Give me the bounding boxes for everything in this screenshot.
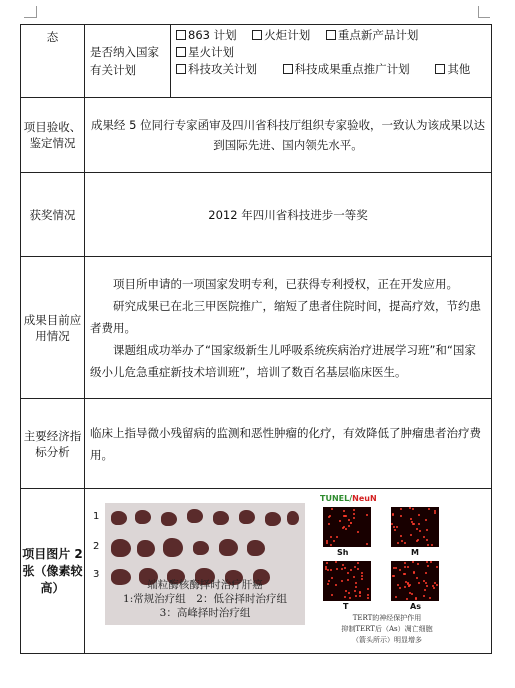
project-info-table [20,24,492,654]
application-label: 成果目前应用情况 [21,257,85,399]
row-economic [21,399,492,489]
award-content: 2012 年四川省科技进步一等奖 [85,173,492,257]
acceptance-content: 成果经 5 位同行专家函审及四川省科技厅组织专家验收，一致认为该成果以达到国际先进、国内领先水平。 [85,98,492,173]
economic-content: 临床上指导微小残留病的监测和恶性肿瘤的化疗，有效降低了肿瘤患者治疗费用。 [85,399,492,489]
panel-label: M [411,548,419,557]
plan-options [171,25,492,98]
specimen-row-number: 1 [93,511,100,522]
specimen-caption-group3: 3：高峰择时治疗组 [159,607,251,619]
option-torch[interactable]: 火炬计划 [252,27,310,44]
micrograph-sh [323,507,371,547]
checkbox-icon[interactable] [283,64,293,74]
specimen-row-number: 2 [93,541,100,552]
panel-label: As [410,602,421,611]
micrograph-caption-2: 抑制TERT后（As）凋亡细胞 [341,625,433,633]
option-key-tech[interactable]: 科技攻关计划 [176,61,257,78]
option-other[interactable]: 其他 [435,61,470,78]
application-paragraph: 研究成果已在北三甲医院推广，缩短了患者住院时间，提高疗效，节约患者费用。 [90,298,481,335]
application-content [85,257,492,399]
micrograph-as [391,561,439,601]
option-key-product[interactable]: 重点新产品计划 [326,27,419,44]
images-cell [85,489,492,654]
award-label: 获奖情况 [21,173,85,257]
specimen-caption-title: 端粒酶核酶择时治疗肝癌 [147,579,263,591]
crop-mark [36,6,37,18]
acceptance-label: 项目验收、鉴定情况 [21,98,85,173]
micrograph-t [323,561,371,601]
checkbox-icon[interactable] [326,30,336,40]
checkbox-icon[interactable] [176,47,186,57]
option-spark[interactable]: 星火计划 [176,44,234,61]
tunel-neun-title: TUNEL/NeuN [320,494,377,503]
specimen-caption-groups: 1:常规治疗组 2：低谷择时治疗组 [123,593,287,605]
application-paragraph: 项目所申请的一项国家发明专利，已获得专利授权，正在开发应用。 [113,276,458,291]
images-label: 项目图片 2张（像素较高） [21,489,85,654]
application-paragraph: 课题组成功举办了“国家级新生儿呼吸系统疾病治疗进展学习班”和“国家级小儿危急重症新技术培训班”，培训了数百名基层临床医生。 [90,342,476,379]
option-promotion[interactable]: 科技成果重点推广计划 [283,61,410,78]
panel-label: T [343,602,349,611]
status-label: 态 [21,25,85,98]
row-images [21,489,492,654]
option-863[interactable]: 863 计划 [176,27,237,44]
micrograph-m [391,507,439,547]
crop-mark [478,17,490,18]
row-plan-status [21,25,492,98]
panel-label: Sh [337,548,349,557]
row-application [21,257,492,399]
row-acceptance [21,98,492,173]
crop-mark [24,17,36,18]
checkbox-icon[interactable] [176,64,186,74]
economic-label: 主要经济指标分析 [21,399,85,489]
micrograph-caption-1: TERT的神经保护作用 [352,614,422,622]
checkbox-icon[interactable] [176,30,186,40]
checkbox-icon[interactable] [252,30,262,40]
specimen-row-number: 3 [93,569,100,580]
photo-area [85,491,491,651]
checkbox-icon[interactable] [435,64,445,74]
row-award [21,173,492,257]
plan-sublabel: 是否纳入国家有关计划 [85,25,171,98]
micrograph-caption-3: （箭头所示）明显增多 [352,636,422,644]
